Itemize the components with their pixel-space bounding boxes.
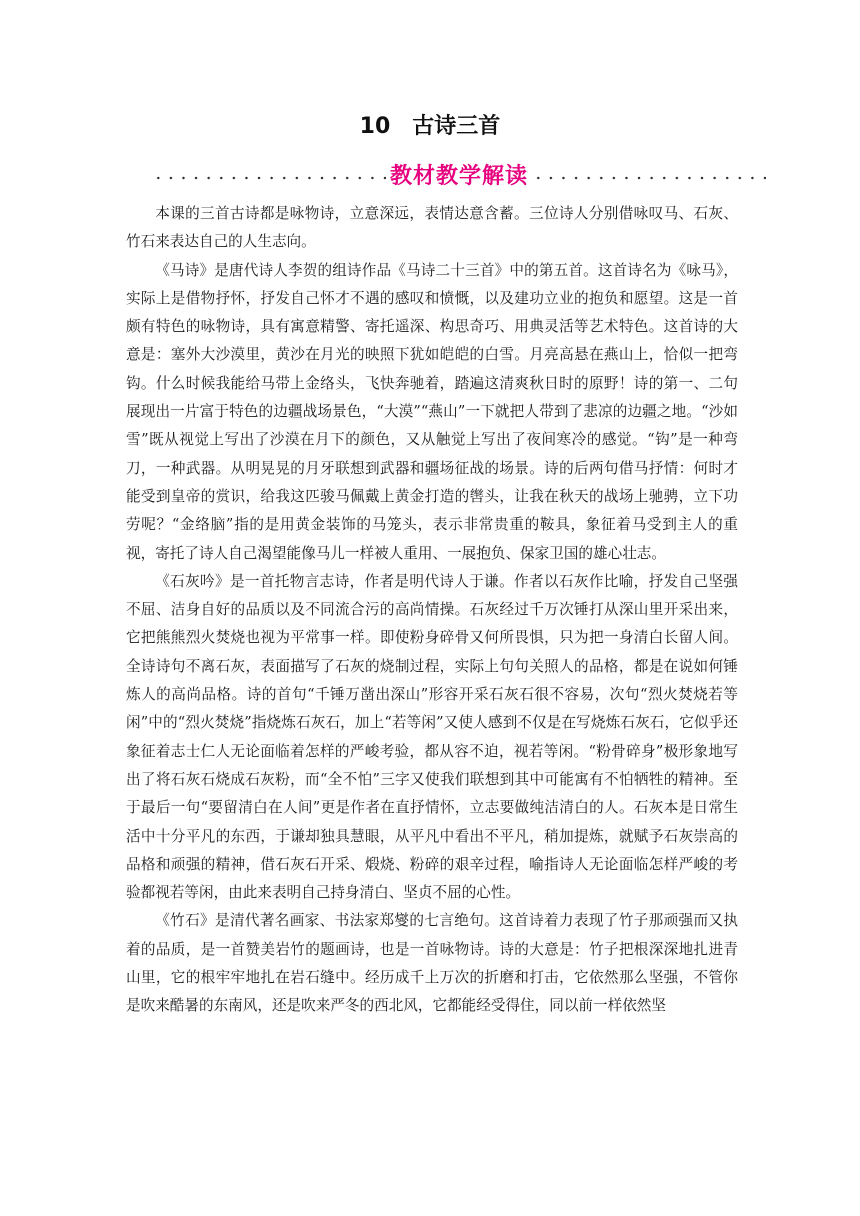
section-header [152, 160, 766, 194]
dotted-divider-left [152, 176, 386, 180]
paragraph-intro: 本课的三首古诗都是咏物诗，立意深远，表情达意含蓄。三位诗人分别借咏叹马、石灰、竹石来表达自己的人生志向。 [126, 205, 738, 251]
paragraph-shi-hui-yin: 《石灰吟》是一首托物言志诗，作者是明代诗人于谦。作者以石灰作比喻，抒发自己坚强不屈、洁身自好的品质以及不同流合污的高尚情操。石灰经过千万次锤打从深山里开采出来，它把熊熊烈火焚烧也视为平常事一样。即使粉身碎骨又何所畏惧，只为把一身清白长留人间。全诗诗句不离石灰，表面描写了石灰的烧制过程，实际上句句关照人的品格，都是在说如何锤炼人的高尚品格。诗的首句“千锤万凿出深山”形容开采石灰石很不容易，次句“烈火焚烧若等闲”中的“烈火焚烧”指烧炼石灰石，加上“若等闲”又使人感到不仅是在写烧炼石灰石，它似乎还象征着志士仁人无论面临着怎样的严峻考验，都从容不迫，视若等闲。“粉骨碎身”极形象地写出了将石灰石烧成石灰粉，而“全不怕”三字又使我们联想到其中可能寓有不怕牺牲的精神。至于最后一句“要留清白在人间”更是作者在直抒情怀，立志要做纯洁清白的人。石灰本是日常生活中十分平凡的东西，于谦却独具慧眼，从平凡中看出不平凡，稍加提炼，就赋予石灰崇高的品格和顽强的精神，借石灰石开采、煅烧、粉碎的艰辛过程，喻指诗人无论面临怎样严峻的考验都视若等闲，由此来表明自己持身清白、坚贞不屈的心性。 [126, 572, 738, 902]
body-text [126, 200, 738, 1021]
lesson-number: 10 [359, 114, 391, 139]
paragraph-ma-shi: 《马诗》是唐代诗人李贺的组诗作品《马诗二十三首》中的第五首。这首诗名为《咏马》，实际上是借物抒怀，抒发自己怀才不遇的感叹和愤慨，以及建功立业的抱负和愿望。这是一首颇有特色的咏物诗，具有寓意精警、寄托遥深、构思奇巧、用典灵活等艺术特色。这首诗的大意是：塞外大沙漠里，黄沙在月光的映照下犹如皑皑的白雪。月亮高悬在燕山上，恰似一把弯钩。什么时候我能给马带上金络头，飞快奔驰着，踏遍这清爽秋日时的原野！诗的第一、二句展现出一片富于特色的边疆战场景色，“大漠”“燕山”一下就把人带到了悲凉的边疆之地。“沙如雪”既从视觉上写出了沙漠在月下的颜色，又从触觉上写出了夜间寒冷的感觉。“钩”是一种弯刀，一种武器。从明晃晃的月牙联想到武器和疆场征战的场景。诗的后两句借马抒情：何时才能受到皇帝的赏识，给我这匹骏马佩戴上黄金打造的辔头，让我在秋天的战场上驰骋，立下功劳呢？“金络脑”指的是用黄金装饰的马笼头，表示非常贵重的鞍具，象征着马受到主人的重视，寄托了诗人自己渴望能像马儿一样被人重用、一展抱负、保家卫国的雄心壮志。 [126, 261, 738, 562]
lesson-title [0, 112, 860, 142]
section-title: 教材教学解读 [390, 164, 529, 189]
dotted-divider-right [532, 176, 766, 180]
paragraph-zhu-shi: 《竹石》是清代著名画家、书法家郑燮的七言绝句。这首诗着力表现了竹子那顽强而又执着的品质，是一首赞美岩竹的题画诗，也是一首咏物诗。诗的大意是：竹子把根深深地扎进青山里，它的根牢牢地扎在岩石缝中。经历成千上万次的折磨和打击，它依然那么坚强，不管你是吹来酷暑的东南风，还是吹来严冬的西北风，它都能经受得住，同以前一样依然坚 [126, 912, 738, 1015]
lesson-name: 古诗三首 [412, 114, 501, 139]
